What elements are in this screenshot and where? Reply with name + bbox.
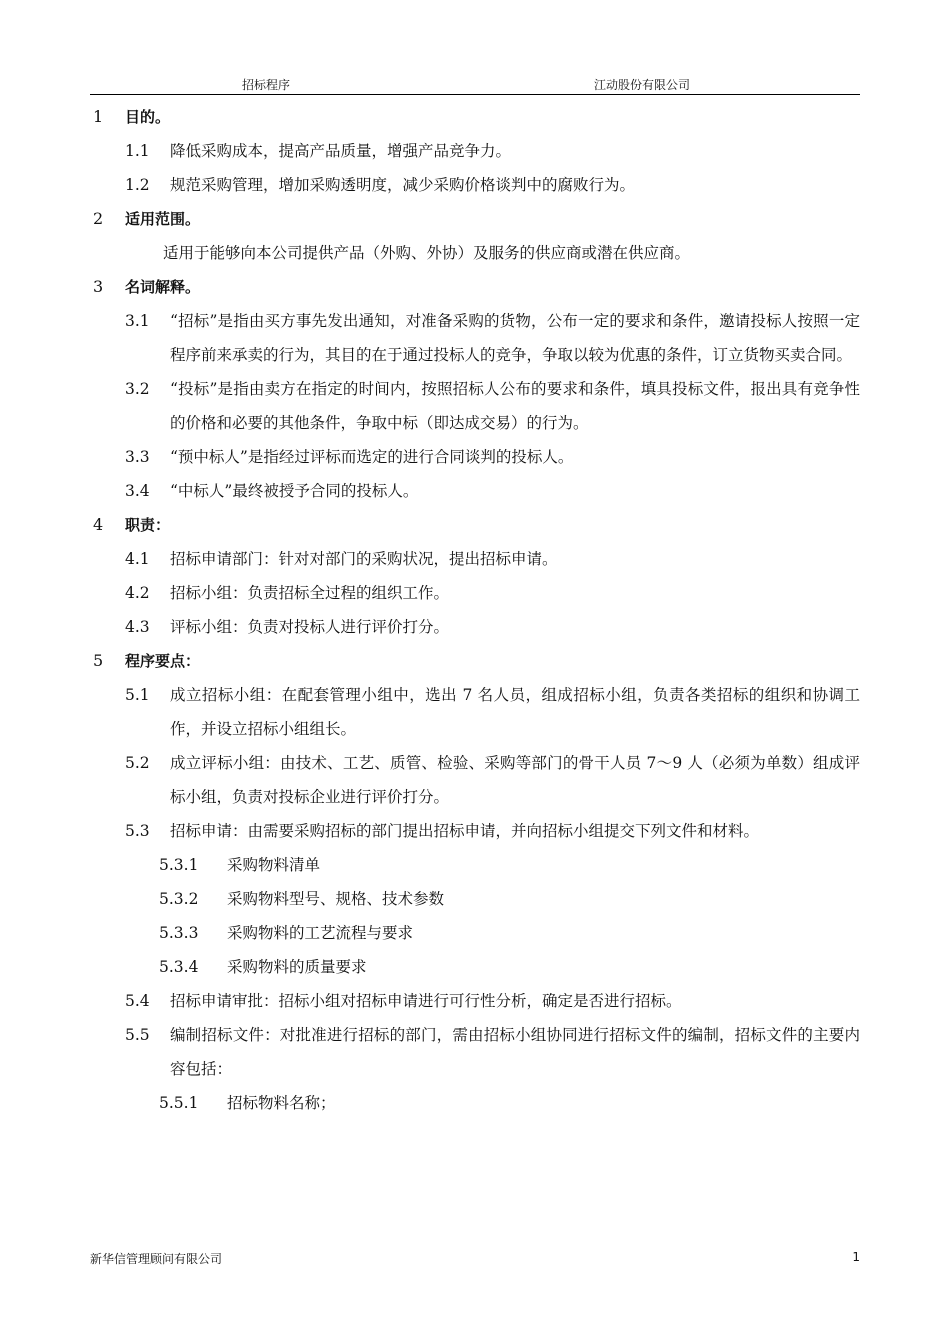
clause-1-1 — [90, 134, 860, 168]
clause-5-4 — [90, 984, 860, 1018]
page-number: 1 — [852, 1250, 860, 1264]
clause-number: 4.1 — [125, 550, 150, 568]
clause-number: 5.3.3 — [159, 924, 199, 942]
clause-1-2 — [90, 168, 860, 202]
section-number: 1 — [93, 107, 104, 126]
clause-3-3 — [90, 440, 860, 474]
page-header — [90, 74, 860, 95]
section-title: 职责： — [125, 516, 171, 534]
clause-3-2 — [90, 372, 860, 440]
page-footer — [90, 1250, 860, 1270]
clause-3-1 — [90, 304, 860, 372]
section-4-heading — [90, 508, 860, 542]
clause-text: “中标人”最终被授予合同的投标人。 — [170, 482, 419, 500]
clause-4-1 — [90, 542, 860, 576]
section-number: 5 — [93, 651, 104, 670]
clause-5-3-1 — [90, 848, 860, 882]
clause-number: 5.5 — [125, 1026, 150, 1044]
clause-number: 1.1 — [125, 142, 150, 160]
scope-paragraph: 适用于能够向本公司提供产品（外购、外协）及服务的供应商或潜在供应商。 — [163, 244, 691, 262]
clause-text: 采购物料的工艺流程与要求 — [227, 924, 414, 942]
clause-5-5-1 — [90, 1086, 860, 1120]
clause-text: 成立招标小组：在配套管理小组中，选出 7 名人员，组成招标小组，负责各类招标的组织和协调工作，并设立招标小组组长。 — [170, 686, 860, 738]
clause-number: 4.3 — [125, 618, 150, 636]
clause-5-3-4 — [90, 950, 860, 984]
clause-number: 3.3 — [125, 448, 150, 466]
clause-5-2 — [90, 746, 860, 814]
section-2-heading — [90, 202, 860, 236]
clause-text: 成立评标小组：由技术、工艺、质管、检验、采购等部门的骨干人员 7～9 人（必须为单数）组成评标小组，负责对投标企业进行评价打分。 — [170, 754, 860, 806]
clause-text: 招标申请审批：招标小组对招标申请进行可行性分析，确定是否进行招标。 — [170, 992, 682, 1010]
clause-text: 招标申请部门：针对对部门的采购状况，提出招标申请。 — [170, 550, 558, 568]
clause-number: 1.2 — [125, 176, 150, 194]
clause-text: 招标申请：由需要采购招标的部门提出招标申请，并向招标小组提交下列文件和材料。 — [170, 822, 760, 840]
clause-text: 采购物料的质量要求 — [227, 958, 367, 976]
clause-text: 编制招标文件：对批准进行招标的部门，需由招标小组协同进行招标文件的编制，招标文件的主要内容包括： — [170, 1026, 860, 1078]
clause-number: 5.3.2 — [159, 890, 199, 908]
clause-number: 5.5.1 — [159, 1094, 199, 1112]
footer-consultancy-name: 新华信管理顾问有限公司 — [90, 1252, 223, 1266]
clause-5-3-2 — [90, 882, 860, 916]
section-title: 名词解释。 — [125, 278, 201, 296]
clause-5-5 — [90, 1018, 860, 1086]
clause-number: 5.2 — [125, 754, 150, 772]
section-1-heading — [90, 100, 860, 134]
clause-number: 5.3 — [125, 822, 150, 840]
clause-5-3 — [90, 814, 860, 848]
clause-text: 评标小组：负责对投标人进行评价打分。 — [170, 618, 450, 636]
clause-number: 5.3.4 — [159, 958, 199, 976]
section-3-heading — [90, 270, 860, 304]
clause-text: 规范采购管理，增加采购透明度，减少采购价格谈判中的腐败行为。 — [170, 176, 636, 194]
clause-text: 招标物料名称； — [227, 1094, 336, 1112]
clause-number: 5.1 — [125, 686, 150, 704]
header-company-name: 江动股份有限公司 — [594, 78, 691, 92]
clause-4-3 — [90, 610, 860, 644]
clause-text: 招标小组：负责招标全过程的组织工作。 — [170, 584, 450, 602]
section-title: 适用范围。 — [125, 210, 201, 228]
clause-text: “招标”是指由买方事先发出通知，对准备采购的货物，公布一定的要求和条件，邀请投标人按照一定程序前来承卖的行为，其目的在于通过投标人的竞争，争取以较为优惠的条件，订立货物买卖合同。 — [170, 312, 860, 364]
clause-text: “预中标人”是指经过评标而选定的进行合同谈判的投标人。 — [170, 448, 574, 466]
clause-text: “投标”是指由卖方在指定的时间内，按照招标人公布的要求和条件，填具投标文件，报出具有竞争性的价格和必要的其他条件，争取中标（即达成交易）的行为。 — [170, 380, 860, 432]
clause-number: 3.2 — [125, 380, 150, 398]
clause-number: 3.1 — [125, 312, 150, 330]
section-title: 目的。 — [125, 108, 171, 126]
document-body — [90, 100, 860, 1120]
section-number: 2 — [93, 209, 104, 228]
clause-5-1 — [90, 678, 860, 746]
clause-4-2 — [90, 576, 860, 610]
header-document-title: 招标程序 — [242, 78, 291, 92]
clause-5-3-3 — [90, 916, 860, 950]
clause-text: 降低采购成本，提高产品质量，增强产品竞争力。 — [170, 142, 512, 160]
section-title: 程序要点： — [125, 652, 201, 670]
clause-text: 采购物料清单 — [227, 856, 321, 874]
clause-number: 5.3.1 — [159, 856, 199, 874]
clause-text: 采购物料型号、规格、技术参数 — [227, 890, 445, 908]
clause-number: 5.4 — [125, 992, 150, 1010]
section-number: 4 — [93, 515, 104, 534]
clause-number: 3.4 — [125, 482, 150, 500]
section-5-heading — [90, 644, 860, 678]
section-number: 3 — [93, 277, 104, 296]
clause-3-4 — [90, 474, 860, 508]
clause-number: 4.2 — [125, 584, 150, 602]
